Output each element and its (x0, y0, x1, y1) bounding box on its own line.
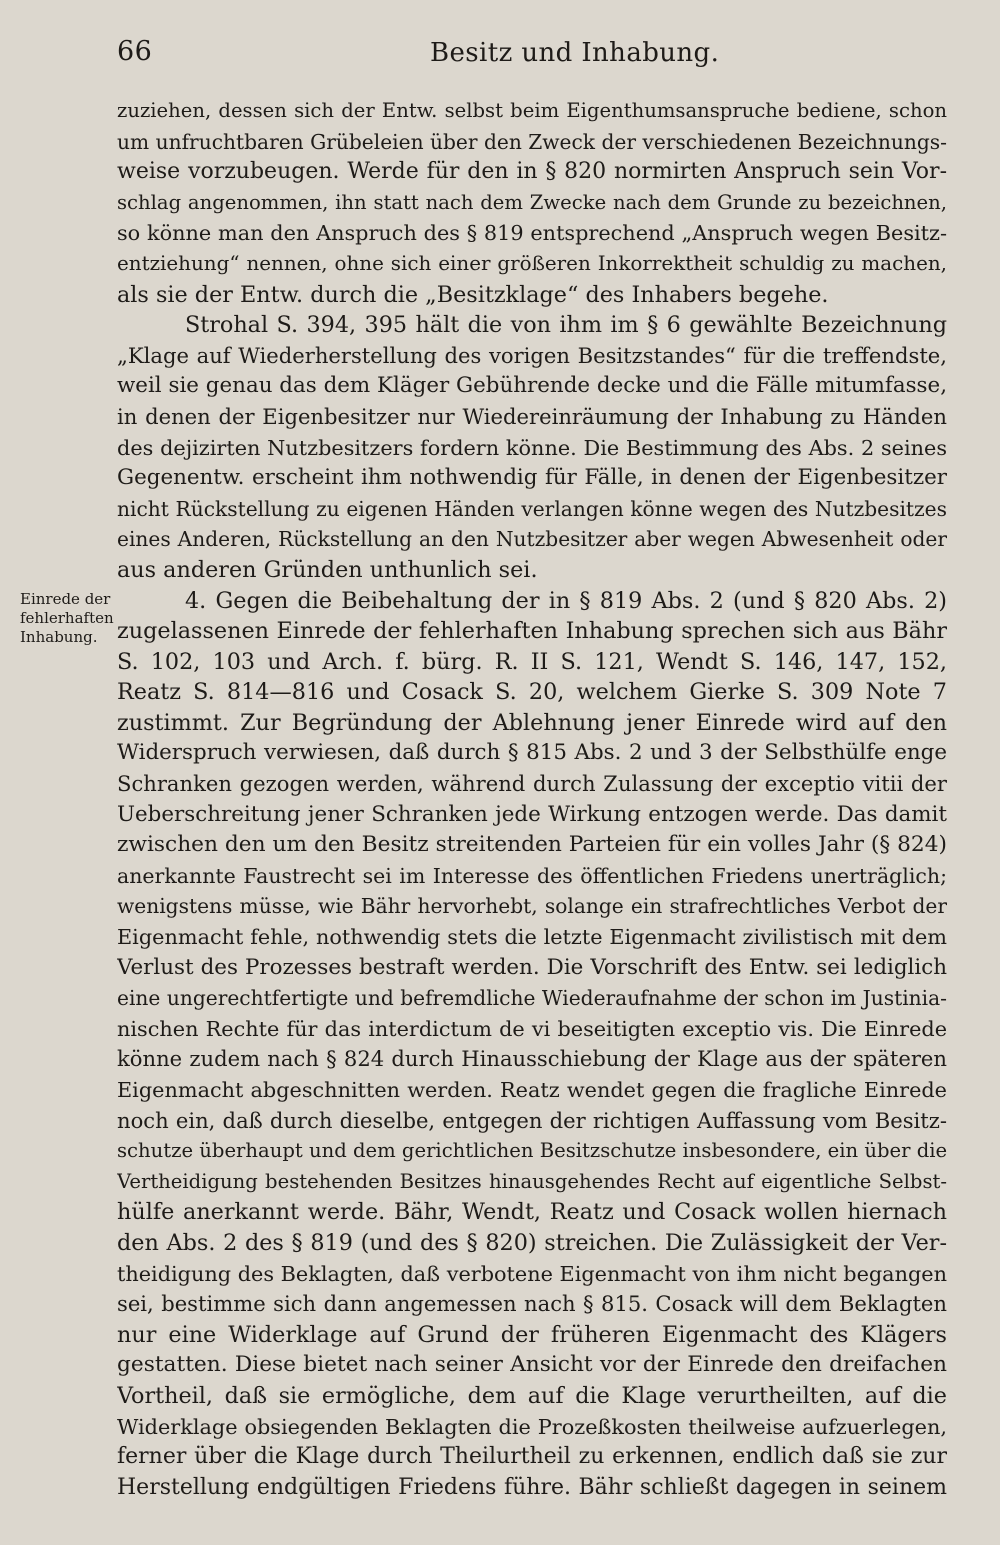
text-line: Verlust des Prozesses bestraft werden. Die Vorschrift des Entw. sei lediglich (117, 954, 947, 980)
text-line: weise vorzubeugen. Werde für den in § 820 normirten Anspruch sein Vor- (117, 159, 947, 185)
text-line: als sie der Entw. durch die „Besitzklage“ des Inhabers begehe. (117, 281, 829, 308)
text-line: weil sie genau das dem Kläger Gebührende decke und die Fälle mitumfasse, (117, 373, 947, 399)
margin-note-line: Inhabung. (20, 628, 98, 646)
running-title: Besitz und Inhabung. (430, 38, 720, 68)
text-line: anerkannte Faustrecht sei im Interesse des öffentlichen Friedens unerträglich; (117, 863, 947, 888)
text-line: Eigenmacht fehle, nothwendig stets die letzte Eigenmacht zivilistisch mit dem (117, 925, 947, 950)
text-line: wenigstens müsse, wie Bähr hervorhebt, solange ein strafrechtliches Verbot der (117, 894, 947, 919)
text-line: schlag angenommen, ihn statt nach dem Zwecke nach dem Grunde zu bezeichnen, (117, 190, 947, 214)
text-line: schutze überhaupt und dem gerichtlichen Besitzschutze insbesondere, ein über die (117, 1139, 947, 1163)
text-line: noch ein, daß durch dieselbe, entgegen der richtigen Auffassung vom Besitz- (117, 1107, 947, 1133)
text-line: zuziehen, dessen sich der Entw. selbst beim Eigenthumsanspruche bediene, schon (117, 99, 947, 122)
text-line: Eigenmacht abgeschnitten werden. Reatz wendet gegen die fragliche Einrede (117, 1078, 947, 1102)
text-line: Schranken gezogen werden, während durch Zulassung der exceptio vitii der (117, 771, 947, 797)
text-line: eine ungerechtfertigte und befremdliche Wiederaufnahme der schon im Justinia- (117, 986, 947, 1011)
text-line: um unfruchtbaren Grübeleien über den Zweck der verschiedenen Bezeichnungs- (117, 129, 947, 154)
text-line: Reatz S. 814—816 und Cosack S. 20, welchem Gierke S. 309 Note 7 (117, 679, 947, 706)
margin-note-line: Einrede der (20, 590, 111, 608)
text-line: zustimmt. Zur Begründung der Ablehnung jener Einrede wird auf den (117, 709, 947, 736)
text-line: entziehung“ nennen, ohne sich einer größeren Inkorrektheit schuldig zu machen, (117, 251, 947, 275)
text-line: zugelassenen Einrede der fehlerhaften Inhabung sprechen sich aus Bähr (117, 618, 947, 645)
body-text (117, 96, 947, 1503)
text-line: Widerklage obsiegenden Beklagten die Prozeßkosten theilweise aufzuerlegen, (117, 1414, 947, 1439)
margin-note-line: fehlerhaften (20, 609, 114, 627)
text-line: den Abs. 2 des § 819 (und des § 820) streichen. Die Zulässigkeit der Ver- (117, 1229, 947, 1256)
text-line: hülfe anerkannt werde. Bähr, Wendt, Reatz und Cosack wollen hiernach (117, 1199, 947, 1226)
text-line: „Klage auf Wiederherstellung des vorigen Besitzstandes“ für die treffendste, (117, 342, 947, 368)
text-line: in denen der Eigenbesitzer nur Wiedereinräumung der Inhabung zu Händen (117, 403, 947, 429)
text-line: Strohal S. 394, 395 hält die von ihm im § 6 gewählte Bezeichnung (185, 312, 947, 339)
text-line: Gegenentw. erscheint ihm nothwendig für Fälle, in denen der Eigenbesitzer (117, 465, 947, 491)
page-number: 66 (117, 36, 153, 67)
text-line: nischen Rechte für das interdictum de vi beseitigten exceptio vis. Die Einrede (117, 1016, 947, 1041)
margin-note (20, 590, 114, 647)
text-line: aus anderen Gründen unthunlich sei. (117, 556, 538, 583)
text-line: könne zudem nach § 824 durch Hinausschiebung der Klage aus der späteren (117, 1046, 947, 1072)
text-line: Ueberschreitung jener Schranken jede Wirkung entzogen werde. Das damit (117, 801, 947, 827)
text-line: zwischen den um den Besitz streitenden Parteien für ein volles Jahr (§ 824) (117, 832, 947, 858)
text-line: ferner über die Klage durch Theilurtheil zu erkennen, endlich daß sie zur (117, 1444, 947, 1470)
text-line: Herstellung endgültigen Friedens führe. Bähr schließt dagegen in seinem (117, 1474, 947, 1500)
text-line: 4. Gegen die Beibehaltung der in § 819 Abs. 2 (und § 820 Abs. 2) (185, 587, 947, 614)
text-line: Widerspruch verwiesen, daß durch § 815 Abs. 2 und 3 der Selbsthülfe enge (117, 740, 947, 766)
text-line: eines Anderen, Rückstellung an den Nutzbesitzer aber wegen Abwesenheit oder (117, 527, 947, 552)
text-line: S. 102, 103 und Arch. f. bürg. R. II S. 121, Wendt S. 146, 147, 152, (117, 648, 947, 675)
text-line: Vortheil, daß sie ermögliche, dem auf die Klage verurtheilten, auf die (117, 1382, 947, 1409)
text-line: so könne man den Anspruch des § 819 entsprechend „Anspruch wegen Besitz- (117, 221, 947, 246)
text-line: des dejizirten Nutzbesitzers fordern könne. Die Bestimmung des Abs. 2 seines (117, 435, 947, 460)
text-line: theidigung des Beklagten, daß verbotene Eigenmacht von ihm nicht begangen (117, 1261, 947, 1286)
text-line: Vertheidigung bestehenden Besitzes hinausgehendes Recht auf eigentliche Selbst- (117, 1169, 947, 1193)
text-line: sei, bestimme sich dann angemessen nach § 815. Cosack will dem Beklagten (117, 1291, 947, 1317)
text-line: nur eine Widerklage auf Grund der früheren Eigenmacht des Klägers (117, 1321, 947, 1348)
text-line: nicht Rückstellung zu eigenen Händen verlangen könne wegen des Nutzbesitzes (117, 496, 947, 521)
text-line: gestatten. Diese bietet nach seiner Ansicht vor der Einrede den dreifachen (117, 1352, 947, 1378)
